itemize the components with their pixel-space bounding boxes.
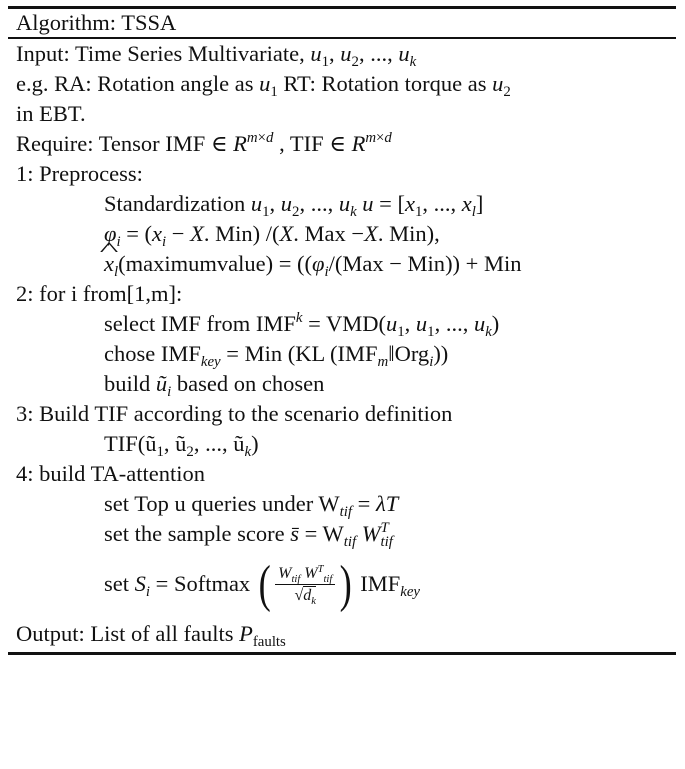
softmax-text: = Softmax <box>155 570 251 596</box>
step2-label: 2: for i from[1,m]: <box>16 280 183 306</box>
softmax-line: set $S_i$ = Softmax ( $\frac{W_{tif} W^T_{tif}}{√d_k}$ ) $IMF_{key}$ <box>104 556 420 614</box>
phi-line: $\varphi_i = (x_i - X$. Min) /(X. Max −X. Min), <box>104 220 440 250</box>
example-ra: e.g. RA: Rotation angle as <box>16 70 254 96</box>
build-u-line: build $ũ_i$ based on chosen <box>104 370 325 400</box>
queries-line: set Top u queries under $W_{tif} = \lambda T$ <box>104 490 399 520</box>
require-tif: , TIF <box>279 130 324 156</box>
standardization-line: Standardization $u_1$, $u_2$, ..., $u_k$ $u = [x_1$, ..., $x_l$] <box>104 190 484 220</box>
standardization-text: Standardization <box>104 190 246 216</box>
algorithm-title: Algorithm: TSSA <box>16 10 177 35</box>
select-imf-line: select IMF from $IMF^k = VMD(u_1$, $u_1$, ..., $u_k$) <box>104 310 500 340</box>
tif-call-text: TIF( <box>104 430 146 456</box>
example-line-1: e.g. RA: Rotation angle as $u_1$ RT: Rotation torque as $u_2$ <box>16 70 511 100</box>
imf-text: IMF <box>360 570 401 596</box>
example-line-2: in EBT. <box>16 100 86 126</box>
score-line: set the sample score s̄ = $W_{tif}$ W T tif <box>104 519 393 551</box>
min-text-1: Min <box>215 220 253 246</box>
score-text: set the sample score <box>104 520 285 546</box>
output-line: Output: List of all faults $P_{faults}$ <box>16 620 286 650</box>
input-prefix: Input: Time Series Multivariate, <box>16 40 305 66</box>
softmax-set-text: set <box>104 570 129 596</box>
require-prefix: Require: Tensor IMF <box>16 130 206 156</box>
require-line: Require: Tensor IMF ∈ $R^{m\times d}$ , TIF ∈ $R^{m\times d}$ <box>16 130 392 156</box>
output-prefix: Output: List of all faults <box>16 620 234 646</box>
min-kl-text: = Min <box>226 340 283 366</box>
max-text-1: Max <box>304 220 346 246</box>
example-rt: RT: Rotation torque as <box>283 70 487 96</box>
based-text: based on chosen <box>176 370 325 396</box>
chose-text: chose IMF <box>104 340 201 366</box>
maxvalue-text: (maximumvalue) <box>118 250 274 276</box>
attention-fraction: $\frac{W_{tif} W^T_{tif}}{√d_k}$ <box>275 565 335 606</box>
kl-text: KL <box>295 340 325 366</box>
output-sub: faults <box>252 633 286 650</box>
min-text-2: Min <box>389 220 427 246</box>
vmd-text: = VMD( <box>308 310 386 336</box>
input-line: Input: Time Series Multivariate, $u_1$, $u_2$, ..., $u_k$ <box>16 40 417 70</box>
max-text-2: Max <box>342 250 384 276</box>
select-text: select IMF from IMF <box>104 310 296 336</box>
min-text-4: Min <box>484 250 522 276</box>
algorithm-block <box>8 6 676 655</box>
step1-label: 1: Preprocess: <box>16 160 143 186</box>
min-text-3: Min <box>407 250 446 276</box>
tif-call-line: $TIF(ũ_1$, $ũ_2$, ..., $ũ_k$) <box>104 430 259 460</box>
step4-label: 4: build TA-attention <box>16 460 206 486</box>
queries-text: set Top u queries under W <box>104 490 340 516</box>
build-text: build <box>104 370 151 396</box>
step3-label: 3: Build TIF according to the scenario definition <box>16 400 453 426</box>
maxvalue-line: ^ $x_l(maximumvalue) = ((\varphi_i/(Max - Min))$ + Min <box>8 249 676 279</box>
org-text: Org <box>394 340 430 366</box>
chose-imf-line: chose $IMF_{key}$ = Min (KL $(IMF_m‖Org_i)$) <box>104 340 449 370</box>
bottom-rule <box>8 652 676 655</box>
